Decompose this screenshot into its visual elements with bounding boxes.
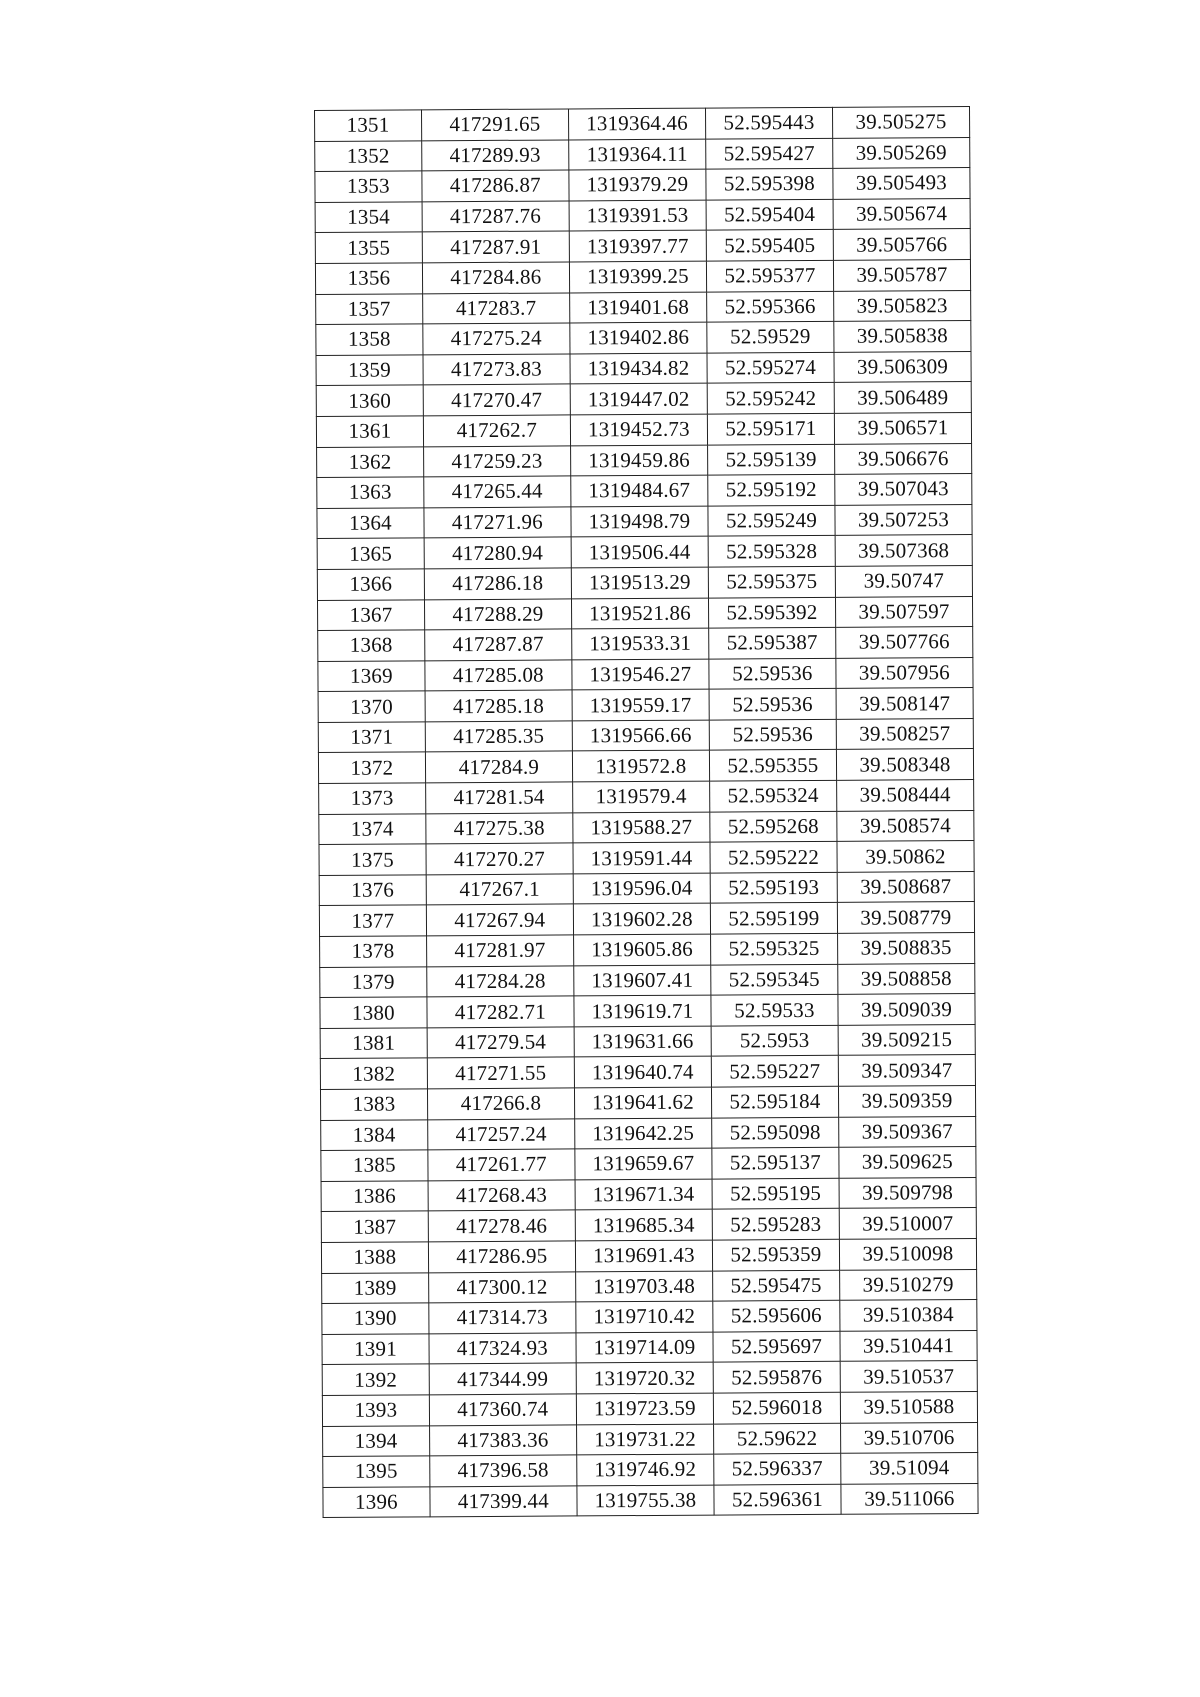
longitude-cell: 39.506571 [834, 412, 971, 443]
table-row [319, 841, 974, 876]
table-row [320, 933, 975, 968]
table-row [315, 229, 970, 264]
latitude-cell: 52.596337 [714, 1453, 841, 1484]
longitude-cell: 39.51094 [841, 1453, 978, 1484]
x-coordinate-cell: 417291.65 [421, 109, 568, 140]
latitude-cell: 52.595359 [712, 1239, 839, 1270]
x-coordinate-cell: 417288.29 [424, 598, 571, 629]
longitude-cell: 39.507043 [835, 474, 972, 505]
x-coordinate-cell: 417282.71 [427, 996, 574, 1027]
table-row [318, 749, 973, 784]
table-row [317, 565, 972, 600]
longitude-cell: 39.506676 [834, 443, 971, 474]
x-coordinate-cell: 417262.7 [423, 415, 570, 446]
latitude-cell: 52.595139 [708, 444, 835, 475]
y-coordinate-cell: 1319671.34 [575, 1179, 712, 1210]
x-coordinate-cell: 417273.83 [423, 354, 570, 385]
x-coordinate-cell: 417360.74 [429, 1394, 576, 1425]
x-coordinate-cell: 417289.93 [422, 140, 569, 171]
point-number-cell: 1375 [319, 844, 426, 875]
table-row [320, 1085, 975, 1120]
table-row [318, 718, 973, 753]
x-coordinate-cell: 417271.55 [427, 1057, 574, 1088]
longitude-cell: 39.505269 [833, 137, 970, 168]
table-row [323, 1422, 978, 1457]
latitude-cell: 52.595405 [706, 230, 833, 261]
longitude-cell: 39.507597 [835, 596, 972, 627]
y-coordinate-cell: 1319703.48 [576, 1271, 713, 1302]
point-number-cell: 1359 [316, 355, 423, 386]
y-coordinate-cell: 1319605.86 [573, 934, 710, 965]
point-number-cell: 1361 [316, 416, 423, 447]
table-row [321, 1238, 976, 1273]
point-number-cell: 1371 [318, 722, 425, 753]
latitude-cell: 52.595274 [707, 352, 834, 383]
y-coordinate-cell: 1319546.27 [572, 659, 709, 690]
y-coordinate-cell: 1319685.34 [575, 1209, 712, 1240]
longitude-cell: 39.50862 [837, 841, 974, 872]
latitude-cell: 52.59536 [709, 689, 836, 720]
table-row [318, 627, 973, 662]
table-row [315, 168, 970, 203]
x-coordinate-cell: 417287.91 [422, 231, 569, 262]
point-number-cell: 1388 [321, 1242, 428, 1273]
y-coordinate-cell: 1319642.25 [575, 1118, 712, 1149]
longitude-cell: 39.509347 [838, 1055, 975, 1086]
latitude-cell: 52.595098 [712, 1117, 839, 1148]
table-row [321, 1177, 976, 1212]
point-number-cell: 1384 [321, 1119, 428, 1150]
table-row [318, 657, 973, 692]
longitude-cell: 39.505823 [834, 290, 971, 321]
x-coordinate-cell: 417275.38 [426, 813, 573, 844]
x-coordinate-cell: 417270.27 [426, 843, 573, 874]
point-number-cell: 1351 [315, 110, 422, 141]
longitude-cell: 39.505787 [833, 259, 970, 290]
y-coordinate-cell: 1319364.11 [569, 139, 706, 170]
x-coordinate-cell: 417267.94 [426, 904, 573, 935]
longitude-cell: 39.508779 [837, 902, 974, 933]
y-coordinate-cell: 1319588.27 [573, 812, 710, 843]
latitude-cell: 52.59622 [713, 1423, 840, 1454]
x-coordinate-cell: 417286.18 [424, 568, 571, 599]
x-coordinate-cell: 417268.43 [428, 1180, 575, 1211]
point-number-cell: 1387 [321, 1211, 428, 1242]
x-coordinate-cell: 417265.44 [424, 476, 571, 507]
longitude-cell: 39.508257 [836, 718, 973, 749]
x-coordinate-cell: 417285.08 [425, 660, 572, 691]
point-number-cell: 1356 [315, 263, 422, 294]
latitude-cell: 52.595355 [709, 750, 836, 781]
x-coordinate-cell: 417284.9 [425, 751, 572, 782]
table-row [322, 1361, 977, 1396]
point-number-cell: 1376 [319, 875, 426, 906]
y-coordinate-cell: 1319402.86 [570, 322, 707, 353]
table-row [316, 290, 971, 325]
longitude-cell: 39.505838 [834, 321, 971, 352]
latitude-cell: 52.595427 [706, 138, 833, 169]
longitude-cell: 39.508687 [837, 871, 974, 902]
point-number-cell: 1367 [317, 599, 424, 630]
longitude-cell: 39.510098 [839, 1238, 976, 1269]
point-number-cell: 1385 [321, 1150, 428, 1181]
y-coordinate-cell: 1319710.42 [576, 1301, 713, 1332]
table-row [316, 382, 971, 417]
table-row [315, 259, 970, 294]
x-coordinate-cell: 417284.28 [427, 966, 574, 997]
longitude-cell: 39.507253 [835, 504, 972, 535]
table-row [319, 871, 974, 906]
latitude-cell: 52.596018 [713, 1392, 840, 1423]
latitude-cell: 52.595404 [706, 199, 833, 230]
point-number-cell: 1357 [316, 293, 423, 324]
point-number-cell: 1368 [318, 630, 425, 661]
longitude-cell: 39.511066 [841, 1483, 978, 1514]
longitude-cell: 39.505275 [832, 106, 969, 137]
table-row [317, 474, 972, 509]
y-coordinate-cell: 1319379.29 [569, 169, 706, 200]
y-coordinate-cell: 1319579.4 [573, 781, 710, 812]
table-row [322, 1330, 977, 1365]
point-number-cell: 1373 [319, 783, 426, 814]
y-coordinate-cell: 1319691.43 [575, 1240, 712, 1271]
y-coordinate-cell: 1319506.44 [571, 536, 708, 567]
latitude-cell: 52.595328 [708, 536, 835, 567]
latitude-cell: 52.595222 [710, 842, 837, 873]
x-coordinate-cell: 417257.24 [427, 1119, 574, 1150]
longitude-cell: 39.508858 [838, 963, 975, 994]
y-coordinate-cell: 1319498.79 [571, 506, 708, 537]
longitude-cell: 39.508147 [836, 688, 973, 719]
latitude-cell: 52.595443 [705, 107, 832, 138]
latitude-cell: 52.595324 [710, 780, 837, 811]
longitude-cell: 39.506489 [834, 382, 971, 413]
longitude-cell: 39.507368 [835, 535, 972, 566]
longitude-cell: 39.510441 [840, 1330, 977, 1361]
longitude-cell: 39.507766 [836, 627, 973, 658]
point-number-cell: 1355 [315, 232, 422, 263]
point-number-cell: 1381 [320, 1028, 427, 1059]
latitude-cell: 52.595227 [711, 1056, 838, 1087]
table-row [319, 780, 974, 815]
point-number-cell: 1358 [316, 324, 423, 355]
x-coordinate-cell: 417286.95 [428, 1241, 575, 1272]
y-coordinate-cell: 1319484.67 [571, 475, 708, 506]
y-coordinate-cell: 1319459.86 [570, 445, 707, 476]
table-row [321, 1147, 976, 1182]
latitude-cell: 52.595283 [712, 1209, 839, 1240]
x-coordinate-cell: 417281.97 [426, 935, 573, 966]
longitude-cell: 39.510706 [840, 1422, 977, 1453]
latitude-cell: 52.595345 [711, 964, 838, 995]
point-number-cell: 1391 [322, 1334, 429, 1365]
longitude-cell: 39.505674 [833, 198, 970, 229]
table-row [322, 1269, 977, 1304]
latitude-cell: 52.59529 [707, 321, 834, 352]
latitude-cell: 52.595268 [710, 811, 837, 842]
y-coordinate-cell: 1319591.44 [573, 842, 710, 873]
point-number-cell: 1352 [315, 140, 422, 171]
latitude-cell: 52.595184 [711, 1086, 838, 1117]
latitude-cell: 52.595171 [707, 413, 834, 444]
point-number-cell: 1392 [322, 1364, 429, 1395]
point-number-cell: 1380 [320, 997, 427, 1028]
point-number-cell: 1390 [322, 1303, 429, 1334]
x-coordinate-cell: 417275.24 [423, 323, 570, 354]
point-number-cell: 1386 [321, 1181, 428, 1212]
latitude-cell: 52.59533 [711, 995, 838, 1026]
latitude-cell: 52.595137 [712, 1148, 839, 1179]
latitude-cell: 52.595876 [713, 1362, 840, 1393]
x-coordinate-cell: 417283.7 [422, 293, 569, 324]
y-coordinate-cell: 1319399.25 [569, 261, 706, 292]
x-coordinate-cell: 417261.77 [428, 1149, 575, 1180]
latitude-cell: 52.59536 [709, 719, 836, 750]
longitude-cell: 39.510588 [840, 1391, 977, 1422]
point-number-cell: 1360 [316, 385, 423, 416]
longitude-cell: 39.508835 [837, 933, 974, 964]
x-coordinate-cell: 417287.87 [424, 629, 571, 660]
x-coordinate-cell: 417286.87 [422, 170, 569, 201]
table-row [321, 1116, 976, 1151]
y-coordinate-cell: 1319602.28 [573, 904, 710, 935]
y-coordinate-cell: 1319572.8 [572, 751, 709, 782]
point-number-cell: 1374 [319, 813, 426, 844]
point-number-cell: 1382 [320, 1058, 427, 1089]
point-number-cell: 1383 [320, 1089, 427, 1120]
x-coordinate-cell: 417287.76 [422, 201, 569, 232]
x-coordinate-cell: 417266.8 [427, 1088, 574, 1119]
point-number-cell: 1395 [323, 1456, 430, 1487]
y-coordinate-cell: 1319566.66 [572, 720, 709, 751]
latitude-cell: 52.595377 [706, 260, 833, 291]
latitude-cell: 52.595387 [709, 627, 836, 658]
longitude-cell: 39.508444 [837, 780, 974, 811]
table-row [315, 137, 970, 172]
y-coordinate-cell: 1319364.46 [568, 108, 705, 139]
x-coordinate-cell: 417285.18 [425, 690, 572, 721]
y-coordinate-cell: 1319731.22 [576, 1424, 713, 1455]
longitude-cell: 39.510007 [839, 1208, 976, 1239]
point-number-cell: 1353 [315, 171, 422, 202]
coordinate-table [314, 106, 979, 1518]
table-row [317, 443, 972, 478]
latitude-cell: 52.595606 [713, 1300, 840, 1331]
latitude-cell: 52.595366 [707, 291, 834, 322]
latitude-cell: 52.595325 [710, 933, 837, 964]
y-coordinate-cell: 1319714.09 [576, 1332, 713, 1363]
longitude-cell: 39.507956 [836, 657, 973, 688]
y-coordinate-cell: 1319720.32 [576, 1362, 713, 1393]
x-coordinate-cell: 417270.47 [423, 384, 570, 415]
table-row [323, 1483, 978, 1518]
latitude-cell: 52.596361 [714, 1484, 841, 1515]
point-number-cell: 1372 [318, 752, 425, 783]
x-coordinate-cell: 417259.23 [423, 445, 570, 476]
point-number-cell: 1389 [322, 1272, 429, 1303]
longitude-cell: 39.50747 [835, 565, 972, 596]
y-coordinate-cell: 1319619.71 [574, 995, 711, 1026]
longitude-cell: 39.510384 [840, 1300, 977, 1331]
latitude-cell: 52.595375 [708, 566, 835, 597]
longitude-cell: 39.508348 [836, 749, 973, 780]
y-coordinate-cell: 1319746.92 [577, 1454, 714, 1485]
table-row [322, 1391, 977, 1426]
table-row [321, 1208, 976, 1243]
table-row [319, 902, 974, 937]
y-coordinate-cell: 1319723.59 [576, 1393, 713, 1424]
longitude-cell: 39.506309 [834, 351, 971, 382]
x-coordinate-cell: 417383.36 [429, 1424, 576, 1455]
longitude-cell: 39.509625 [839, 1147, 976, 1178]
latitude-cell: 52.595475 [713, 1270, 840, 1301]
longitude-cell: 39.509039 [838, 994, 975, 1025]
table-row [320, 1024, 975, 1059]
point-number-cell: 1363 [317, 477, 424, 508]
longitude-cell: 39.505493 [833, 168, 970, 199]
x-coordinate-cell: 417281.54 [425, 782, 572, 813]
table-row [317, 596, 972, 631]
x-coordinate-cell: 417399.44 [430, 1486, 577, 1517]
x-coordinate-cell: 417324.93 [429, 1333, 576, 1364]
table-row [320, 963, 975, 998]
x-coordinate-cell: 417344.99 [429, 1363, 576, 1394]
table-row [320, 1055, 975, 1090]
point-number-cell: 1396 [323, 1487, 430, 1518]
point-number-cell: 1364 [317, 508, 424, 539]
table-row [320, 994, 975, 1029]
latitude-cell: 52.595249 [708, 505, 835, 536]
y-coordinate-cell: 1319559.17 [572, 689, 709, 720]
point-number-cell: 1362 [317, 446, 424, 477]
y-coordinate-cell: 1319631.66 [574, 1026, 711, 1057]
y-coordinate-cell: 1319755.38 [577, 1485, 714, 1516]
table-row [322, 1300, 977, 1335]
x-coordinate-cell: 417284.86 [422, 262, 569, 293]
x-coordinate-cell: 417279.54 [427, 1027, 574, 1058]
table-row [316, 412, 971, 447]
y-coordinate-cell: 1319641.62 [574, 1087, 711, 1118]
table-row [316, 321, 971, 356]
point-number-cell: 1377 [319, 905, 426, 936]
latitude-cell: 52.595398 [706, 169, 833, 200]
latitude-cell: 52.595199 [710, 903, 837, 934]
table-row [323, 1453, 978, 1488]
longitude-cell: 39.509359 [838, 1085, 975, 1116]
x-coordinate-cell: 417267.1 [426, 874, 573, 905]
x-coordinate-cell: 417271.96 [424, 507, 571, 538]
coordinate-table-body [315, 106, 979, 1517]
latitude-cell: 52.595193 [710, 872, 837, 903]
point-number-cell: 1369 [318, 661, 425, 692]
y-coordinate-cell: 1319533.31 [572, 628, 709, 659]
longitude-cell: 39.505766 [833, 229, 970, 260]
longitude-cell: 39.510279 [840, 1269, 977, 1300]
latitude-cell: 52.59536 [709, 658, 836, 689]
latitude-cell: 52.595242 [707, 383, 834, 414]
longitude-cell: 39.508574 [837, 810, 974, 841]
table-row [317, 504, 972, 539]
x-coordinate-cell: 417314.73 [429, 1302, 576, 1333]
point-number-cell: 1370 [318, 691, 425, 722]
table-row [319, 810, 974, 845]
table-row [317, 535, 972, 570]
y-coordinate-cell: 1319596.04 [573, 873, 710, 904]
y-coordinate-cell: 1319607.41 [574, 965, 711, 996]
point-number-cell: 1354 [315, 202, 422, 233]
y-coordinate-cell: 1319659.67 [575, 1148, 712, 1179]
x-coordinate-cell: 417280.94 [424, 537, 571, 568]
y-coordinate-cell: 1319401.68 [570, 292, 707, 323]
longitude-cell: 39.509367 [839, 1116, 976, 1147]
latitude-cell: 52.5953 [711, 1025, 838, 1056]
x-coordinate-cell: 417285.35 [425, 721, 572, 752]
y-coordinate-cell: 1319434.82 [570, 353, 707, 384]
y-coordinate-cell: 1319452.73 [570, 414, 707, 445]
x-coordinate-cell: 417278.46 [428, 1210, 575, 1241]
table-row [318, 688, 973, 723]
latitude-cell: 52.595195 [712, 1178, 839, 1209]
point-number-cell: 1393 [322, 1395, 429, 1426]
latitude-cell: 52.595192 [708, 474, 835, 505]
point-number-cell: 1378 [320, 936, 427, 967]
table-row [316, 351, 971, 386]
point-number-cell: 1365 [317, 538, 424, 569]
y-coordinate-cell: 1319521.86 [571, 598, 708, 629]
point-number-cell: 1379 [320, 966, 427, 997]
y-coordinate-cell: 1319447.02 [570, 383, 707, 414]
x-coordinate-cell: 417300.12 [428, 1271, 575, 1302]
y-coordinate-cell: 1319397.77 [569, 230, 706, 261]
x-coordinate-cell: 417396.58 [430, 1455, 577, 1486]
longitude-cell: 39.509215 [838, 1024, 975, 1055]
latitude-cell: 52.595697 [713, 1331, 840, 1362]
table-row [315, 106, 970, 141]
y-coordinate-cell: 1319640.74 [574, 1056, 711, 1087]
longitude-cell: 39.509798 [839, 1177, 976, 1208]
table-row [315, 198, 970, 233]
y-coordinate-cell: 1319391.53 [569, 200, 706, 231]
longitude-cell: 39.510537 [840, 1361, 977, 1392]
point-number-cell: 1366 [317, 569, 424, 600]
y-coordinate-cell: 1319513.29 [571, 567, 708, 598]
point-number-cell: 1394 [323, 1425, 430, 1456]
latitude-cell: 52.595392 [708, 597, 835, 628]
